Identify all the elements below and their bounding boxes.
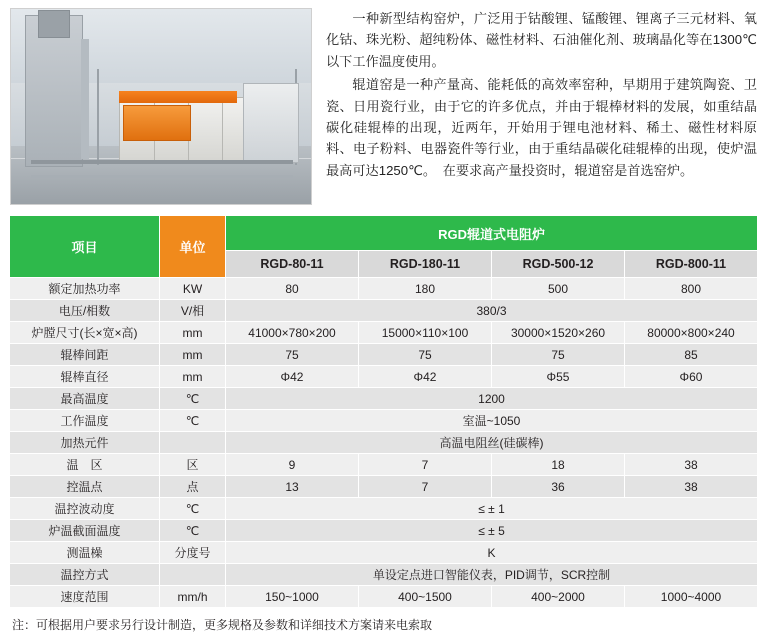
header-model-2: RGD-180-11 [359, 251, 492, 278]
row-cell: 75 [492, 344, 625, 366]
photo-rail-lower [31, 175, 293, 178]
row-label: 控温点 [10, 476, 160, 498]
photo-orange-hood [119, 91, 237, 103]
row-cell: 7 [359, 454, 492, 476]
header-model-3: RGD-500-12 [492, 251, 625, 278]
row-cell: 15000×110×100 [359, 322, 492, 344]
row-span-cell: K [226, 542, 758, 564]
row-label: 加热元件 [10, 432, 160, 454]
row-cell: 7 [359, 476, 492, 498]
row-unit: ℃ [160, 410, 226, 432]
photo-rail-upper [31, 160, 293, 164]
row-cell: 18 [492, 454, 625, 476]
row-unit: V/相 [160, 300, 226, 322]
row-label: 温控波动度 [10, 498, 160, 520]
row-cell: 9 [226, 454, 359, 476]
row-cell: 500 [492, 278, 625, 300]
row-span-cell: 1200 [226, 388, 758, 410]
row-cell: 85 [625, 344, 758, 366]
row-unit: 区 [160, 454, 226, 476]
row-span-cell: 380/3 [226, 300, 758, 322]
row-unit: ℃ [160, 388, 226, 410]
header-model-1: RGD-80-11 [226, 251, 359, 278]
row-span-cell: 室温~1050 [226, 410, 758, 432]
intro-text [312, 8, 757, 205]
table-row [10, 586, 758, 608]
row-unit: mm [160, 366, 226, 388]
row-cell: 30000×1520×260 [492, 322, 625, 344]
row-span-cell: 单设定点进口智能仪表，PID调节，SCR控制 [226, 564, 758, 586]
row-cell: 180 [359, 278, 492, 300]
header-model-4: RGD-800-11 [625, 251, 758, 278]
row-cell: 38 [625, 476, 758, 498]
row-cell: 36 [492, 476, 625, 498]
row-unit: ℃ [160, 520, 226, 542]
row-unit [160, 564, 226, 586]
header-item: 项目 [10, 216, 160, 278]
row-unit [160, 432, 226, 454]
row-unit: mm/h [160, 586, 226, 608]
row-cell: 13 [226, 476, 359, 498]
row-cell: 75 [359, 344, 492, 366]
photo-control-cabinet [243, 83, 299, 163]
row-cell: Φ42 [226, 366, 359, 388]
row-label: 电压/相数 [10, 300, 160, 322]
row-cell: 80 [226, 278, 359, 300]
row-unit: mm [160, 322, 226, 344]
row-cell: 400~1500 [359, 586, 492, 608]
table-note: 注：可根据用户要求另行设计制造，更多规格及参数和详细技术方案请来电索取 [12, 618, 433, 632]
row-cell: 38 [625, 454, 758, 476]
product-photo [10, 8, 312, 205]
row-cell: 75 [226, 344, 359, 366]
row-span-cell: 高温电阻丝(硅碳棒) [226, 432, 758, 454]
table-row [10, 410, 758, 432]
photo-frame-left [97, 69, 99, 165]
intro-paragraph-1: 一种新型结构窑炉，广泛用于钴酸锂、锰酸锂、锂离子三元材料、氧化钴、珠光粉、超纯粉体、磁性材料、石油催化剂、玻璃晶化等在1300℃以下工作温度使用。 [326, 11, 757, 69]
table-row [10, 498, 758, 520]
table-row [10, 278, 758, 300]
row-label: 速度范围 [10, 586, 160, 608]
row-cell: 41000×780×200 [226, 322, 359, 344]
row-cell: Φ42 [359, 366, 492, 388]
table-row [10, 520, 758, 542]
table-row [10, 300, 758, 322]
row-unit: 点 [160, 476, 226, 498]
table-row [10, 366, 758, 388]
intro-paragraph-2: 辊道窑是一种产量高、能耗低的高效率窑种，早期用于建筑陶瓷、卫瓷、日用瓷行业，由于它的许多优点，并由于辊棒材料的发展，如重结晶碳化硅辊棒的出现，近两年，开始用于锂电池材料、稀土、磁性材料原料、电子粉料、电器瓷件等行业，由于重结晶碳化硅辊棒的出现，使炉温最高可达1250℃。 在要求高产量投资时，辊道窑是首选窑炉。 [326, 77, 757, 178]
header-unit: 单位 [160, 216, 226, 278]
header-group: RGD辊道式电阻炉 [226, 216, 758, 251]
photo-kiln-segment [222, 98, 223, 160]
row-cell: Φ55 [492, 366, 625, 388]
spec-table-wrap [0, 205, 767, 608]
row-unit: KW [160, 278, 226, 300]
table-row [10, 432, 758, 454]
table-row [10, 454, 758, 476]
row-label: 炉温截面温度 [10, 520, 160, 542]
photo-feed-tower [25, 15, 83, 167]
row-label: 辊棒直径 [10, 366, 160, 388]
row-label: 辊棒间距 [10, 344, 160, 366]
photo-orange-panel [123, 105, 191, 141]
table-header-row-1 [10, 216, 758, 251]
row-label: 温 区 [10, 454, 160, 476]
table-row [10, 344, 758, 366]
row-cell: 400~2000 [492, 586, 625, 608]
row-label: 温控方式 [10, 564, 160, 586]
row-cell: Φ60 [625, 366, 758, 388]
top-section [0, 0, 767, 205]
table-row [10, 542, 758, 564]
photo-duct [81, 39, 89, 159]
row-label: 测温橾 [10, 542, 160, 564]
row-cell: 80000×800×240 [625, 322, 758, 344]
row-label: 最高温度 [10, 388, 160, 410]
table-row [10, 564, 758, 586]
row-span-cell: ≤ ± 5 [226, 520, 758, 542]
row-label: 额定加热功率 [10, 278, 160, 300]
row-label: 炉膛尺寸(长×宽×高) [10, 322, 160, 344]
table-row [10, 476, 758, 498]
row-span-cell: ≤ ± 1 [226, 498, 758, 520]
row-unit: mm [160, 344, 226, 366]
row-unit: 分度号 [160, 542, 226, 564]
row-unit: ℃ [160, 498, 226, 520]
row-label: 工作温度 [10, 410, 160, 432]
table-row [10, 388, 758, 410]
row-cell: 800 [625, 278, 758, 300]
row-cell: 1000~4000 [625, 586, 758, 608]
row-cell: 150~1000 [226, 586, 359, 608]
table-row [10, 322, 758, 344]
spec-table [9, 215, 758, 608]
